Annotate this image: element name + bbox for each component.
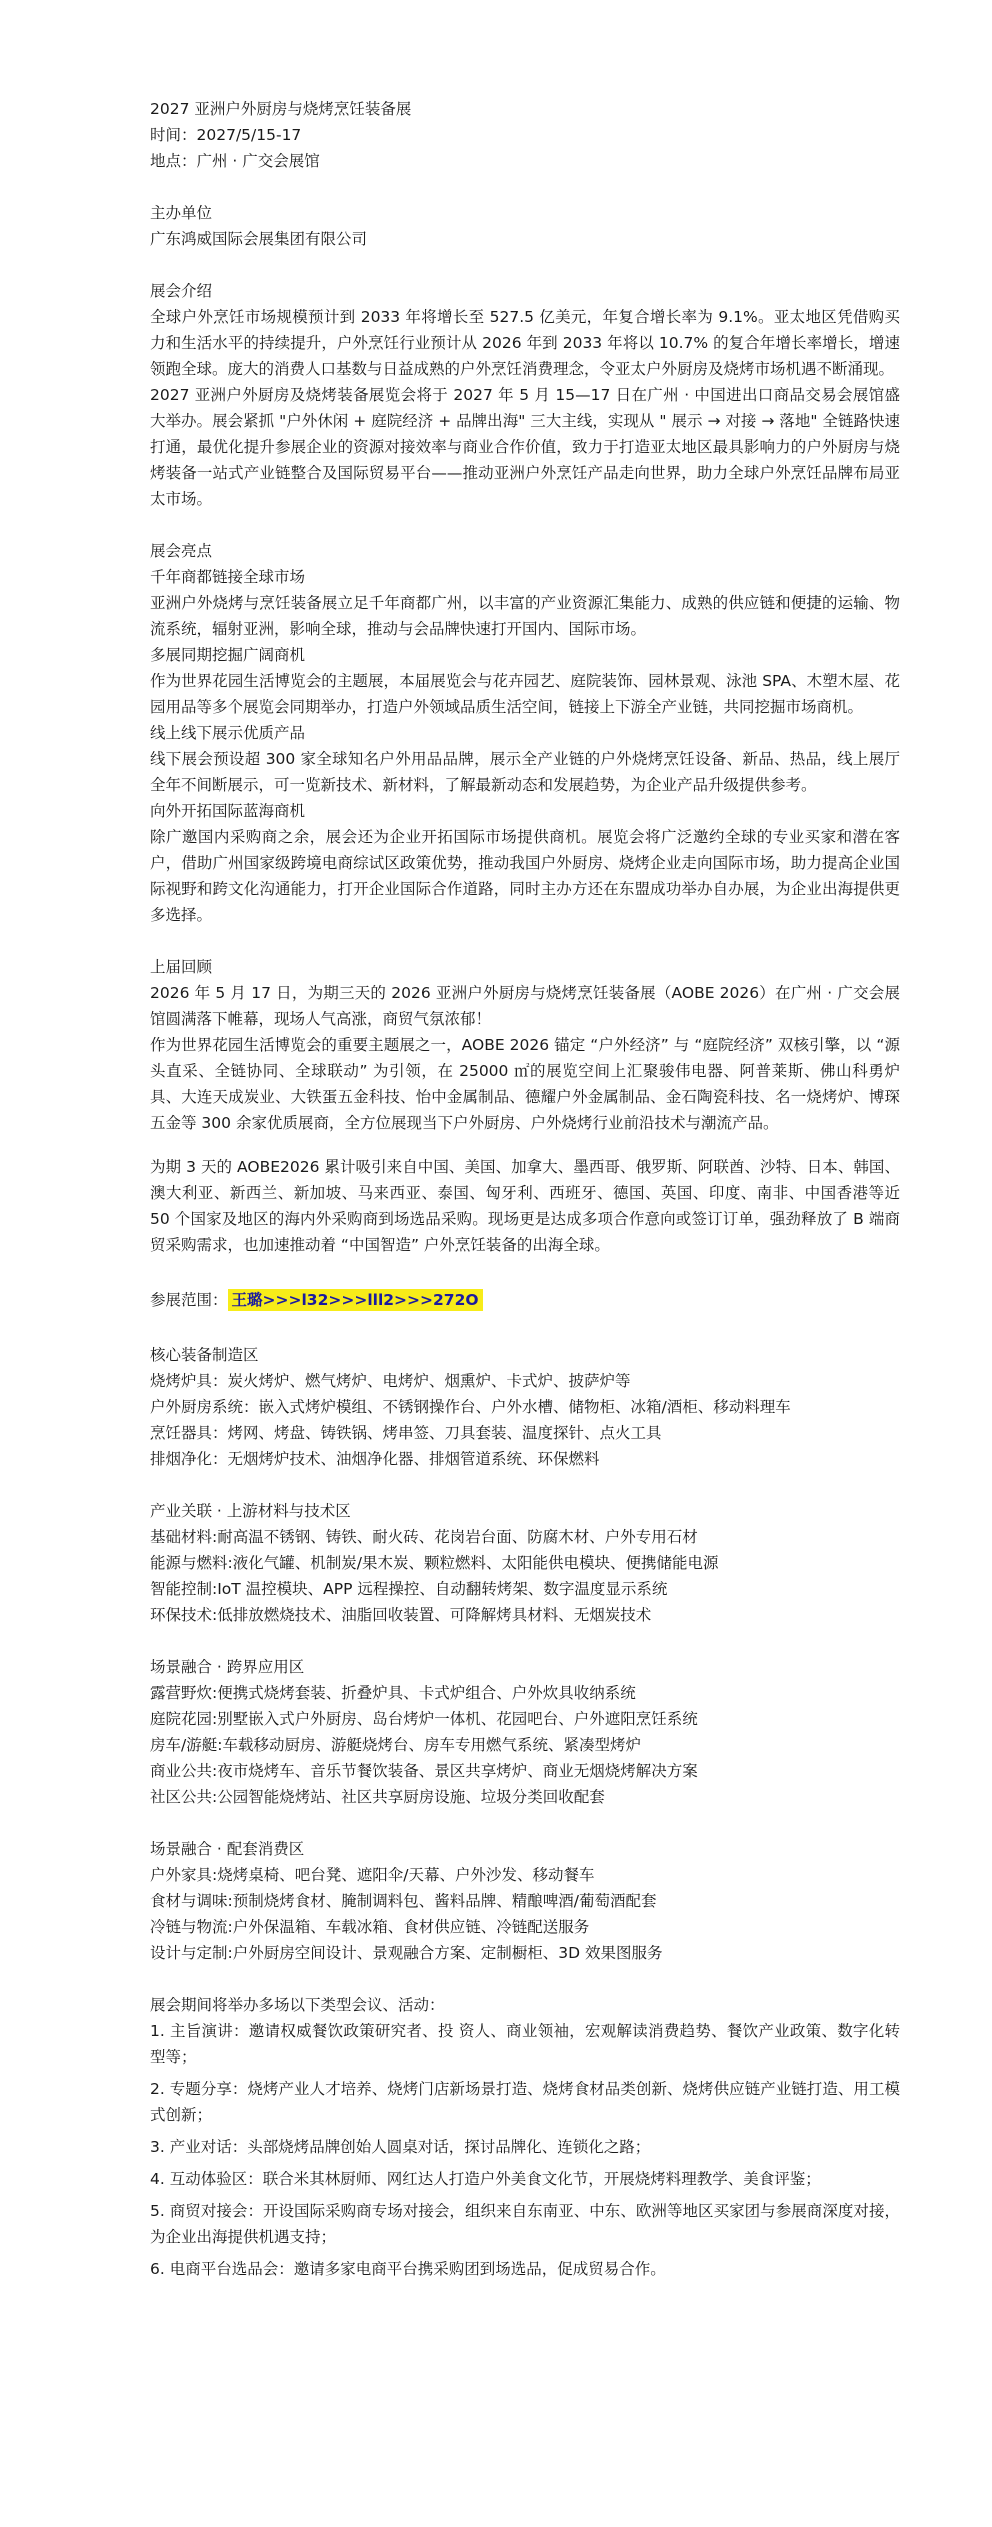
event-item: 1. 主旨演讲：邀请权威餐饮政策研究者、投 资人、商业领袖，宏观解读消费趋势、餐饮产业政策、数字化转型等； — [150, 2022, 900, 2066]
highlight-title: 向外开拓国际蓝海商机 — [150, 802, 306, 820]
highlights-heading: 展会亮点 — [150, 542, 213, 560]
intro-heading: 展会介绍 — [150, 282, 213, 300]
organizer-name: 广东鸿威国际会展集团有限公司 — [150, 230, 368, 248]
intro-paragraph: 全球户外烹饪市场规模预计到 2033 年将增长至 527.5 亿美元，年复合增长率为 9.1%。亚太地区凭借购买力和生活水平的持续提升，户外烹饪行业预计从 2026 年到 2033 年将以 10.7% 的复合年增长率增长，增速领跑全球。庞大的消费人口基数与日益成熟的户外烹饪消费理念，令亚太户外厨房及烧烤市场机遇不断涌现。 — [150, 308, 900, 378]
exhibition-venue: 地点：广州 · 广交会展馆 — [150, 152, 320, 170]
reference-line — [150, 1284, 900, 1316]
intro-paragraph: 2027 亚洲户外厨房及烧烤装备展览会将于 2027 年 5 月 15—17 日在广州 · 中国进出口商品交易会展馆盛大举办。展会紧抓 "户外休闲 + 庭院经济 + 品牌出海" 三大主线，实现从 " 展示 → 对接 → 落地" 全链路快速打通，最优化提升参展企业的资源对接效率与商业合作价值，致力于打造亚太地区最具影响力的户外厨房与烧烤装备一站式产业链整合及国际贸易平台——推动亚洲户外烹饪产品走向世界，助力全球户外烹饪品牌布局亚太市场。 — [150, 386, 900, 508]
zone-heading: 核心装备制造区 — [150, 1346, 259, 1364]
reference-label: 参展范围： — [150, 1291, 228, 1309]
zone-line: 烹饪器具：烤网、烤盘、铸铁锅、烤串签、刀具套装、温度探针、点火工具 — [150, 1424, 662, 1442]
highlight-text: 作为世界花园生活博览会的主题展，本届展览会与花卉园艺、庭院装饰、园林景观、泳池 SPA、木塑木屋、花园用品等多个展览会同期举办，打造户外领域品质生活空间，链接上下游全产业链，共同挖掘市场商机。 — [150, 672, 900, 716]
zone-heading: 场景融合 · 配套消费区 — [150, 1840, 305, 1858]
events-heading: 展会期间将举办多场以下类型会议、活动： — [150, 1996, 445, 2014]
zone-line: 设计与定制:户外厨房空间设计、景观融合方案、定制橱柜、3D 效果图服务 — [150, 1944, 663, 1962]
zone-line: 烧烤炉具：炭火烤炉、燃气烤炉、电烤炉、烟熏炉、卡式炉、披萨炉等 — [150, 1372, 631, 1390]
event-item: 3. 产业对话：头部烧烤品牌创始人圆桌对话，探讨品牌化、连锁化之路； — [150, 2138, 651, 2156]
zone-line: 基础材料:耐高温不锈钢、铸铁、耐火砖、花岗岩台面、防腐木材、户外专用石材 — [150, 1528, 698, 1546]
zone-line: 户外家具:烧烤桌椅、吧台凳、遮阳伞/天幕、户外沙发、移动餐车 — [150, 1866, 595, 1884]
event-item: 4. 互动体验区：联合米其林厨师、网红达人打造户外美食文化节，开展烧烤料理教学、美食评鉴； — [150, 2170, 821, 2188]
exhibition-title: 2027 亚洲户外厨房与烧烤烹饪装备展 — [150, 100, 412, 118]
zone-line: 环保技术:低排放燃烧技术、油脂回收装置、可降解烤具材料、无烟炭技术 — [150, 1606, 652, 1624]
zone-heading: 产业关联 · 上游材料与技术区 — [150, 1502, 351, 1520]
event-item: 6. 电商平台选品会：邀请多家电商平台携采购团到场选品，促成贸易合作。 — [150, 2260, 666, 2278]
zone-line: 社区公共:公园智能烧烤站、社区共享厨房设施、垃圾分类回收配套 — [150, 1788, 605, 1806]
review-heading: 上届回顾 — [150, 958, 213, 976]
zone-line: 智能控制:IoT 温控模块、APP 远程操控、自动翻转烤架、数字温度显示系统 — [150, 1580, 668, 1598]
zone-line: 能源与燃料:液化气罐、机制炭/果木炭、颗粒燃料、太阳能供电模块、便携储能电源 — [150, 1554, 719, 1572]
highlight-title: 千年商都链接全球市场 — [150, 568, 306, 586]
highlight-title: 多展同期挖掘广阔商机 — [150, 646, 306, 664]
highlight-text: 线下展会预设超 300 家全球知名户外用品品牌，展示全产业链的户外烧烤烹饪设备、新品、热品，线上展厅全年不间断展示，可一览新技术、新材料，了解最新动态和发展趋势，为企业产品升级提供参考。 — [150, 750, 900, 794]
zone-line: 户外厨房系统：嵌入式烤炉模组、不锈钢操作台、户外水槽、储物柜、冰箱/酒柜、移动料理车 — [150, 1398, 791, 1416]
zone-line: 房车/游艇:车载移动厨房、游艇烧烤台、房车专用燃气系统、紧凑型烤炉 — [150, 1736, 641, 1754]
exhibition-time: 时间：2027/5/15-17 — [150, 126, 302, 144]
reference-highlight: 王璐>>>l32>>>lll2>>>272O — [228, 1289, 483, 1311]
zone-line: 冷链与物流:户外保温箱、车载冰箱、食材供应链、冷链配送服务 — [150, 1918, 590, 1936]
highlight-text: 亚洲户外烧烤与烹饪装备展立足千年商都广州，以丰富的产业资源汇集能力、成熟的供应链和便捷的运输、物流系统，辐射亚洲，影响全球，推动与会品牌快速打开国内、国际市场。 — [150, 594, 900, 638]
event-item: 2. 专题分享：烧烤产业人才培养、烧烤门店新场景打造、烧烤食材品类创新、烧烤供应链产业链打造、用工模式创新； — [150, 2080, 900, 2124]
zone-heading: 场景融合 · 跨界应用区 — [150, 1658, 305, 1676]
zone-line: 食材与调味:预制烧烤食材、腌制调料包、酱料品牌、精酿啤酒/葡萄酒配套 — [150, 1892, 657, 1910]
events-list — [150, 2018, 900, 2282]
event-item: 5. 商贸对接会：开设国际采购商专场对接会，组织来自东南亚、中东、欧洲等地区买家团与参展商深度对接，为企业出海提供机遇支持； — [150, 2202, 900, 2246]
zone-line: 排烟净化：无烟烤炉技术、油烟净化器、排烟管道系统、环保燃料 — [150, 1450, 600, 1468]
review-paragraph: 2026 年 5 月 17 日，为期三天的 2026 亚洲户外厨房与烧烤烹饪装备展（AOBE 2026）在广州 · 广交会展馆圆满落下帷幕，现场人气高涨，商贸气氛浓郁！ — [150, 984, 900, 1028]
review-paragraph: 作为世界花园生活博览会的重要主题展之一，AOBE 2026 锚定 “户外经济” 与 “庭院经济” 双核引擎，以 “源头直采、全链协同、全球联动” 为引领，在 25000 ㎡的展览空间上汇聚骏伟电器、阿普莱斯、佛山科勇炉具、大连天成炭业、大铁蛋五金科技、怡中金属制品、德耀户外金属制品、金石陶瓷科技、名一烧烤炉、博琛五金等 300 余家优质展商，全方位展现当下户外厨房、户外烧烤行业前沿技术与潮流产品。 — [150, 1036, 900, 1132]
zone-line: 庭院花园:别墅嵌入式户外厨房、岛台烤炉一体机、花园吧台、户外遮阳烹饪系统 — [150, 1710, 698, 1728]
zone-line: 商业公共:夜市烧烤车、音乐节餐饮装备、景区共享烤炉、商业无烟烧烤解决方案 — [150, 1762, 698, 1780]
highlight-text: 除广邀国内采购商之余，展会还为企业开拓国际市场提供商机。展览会将广泛邀约全球的专业买家和潜在客户，借助广州国家级跨境电商综试区政策优势，推动我国户外厨房、烧烤企业走向国际市场，助力提高企业国际视野和跨文化沟通能力，打开企业国际合作道路，同时主办方还在东盟成功举办自办展，为企业出海提供更多选择。 — [150, 828, 900, 924]
highlight-title: 线上线下展示优质产品 — [150, 724, 306, 742]
zone-line: 露营野炊:便携式烧烤套装、折叠炉具、卡式炉组合、户外炊具收纳系统 — [150, 1684, 636, 1702]
organizer-heading: 主办单位 — [150, 204, 213, 222]
review-paragraph: 为期 3 天的 AOBE2026 累计吸引来自中国、美国、加拿大、墨西哥、俄罗斯、阿联酋、沙特、日本、韩国、澳大利亚、新西兰、新加坡、马来西亚、泰国、匈牙利、西班牙、德国、英国、印度、南非、中国香港等近 50 个国家及地区的海内外采购商到场选品采购。现场更是达成多项合作意向或签订订单，强劲释放了 B 端商贸采购需求，也加速推动着 “中国智造” 户外烹饪装备的出海全球。 — [150, 1158, 900, 1254]
